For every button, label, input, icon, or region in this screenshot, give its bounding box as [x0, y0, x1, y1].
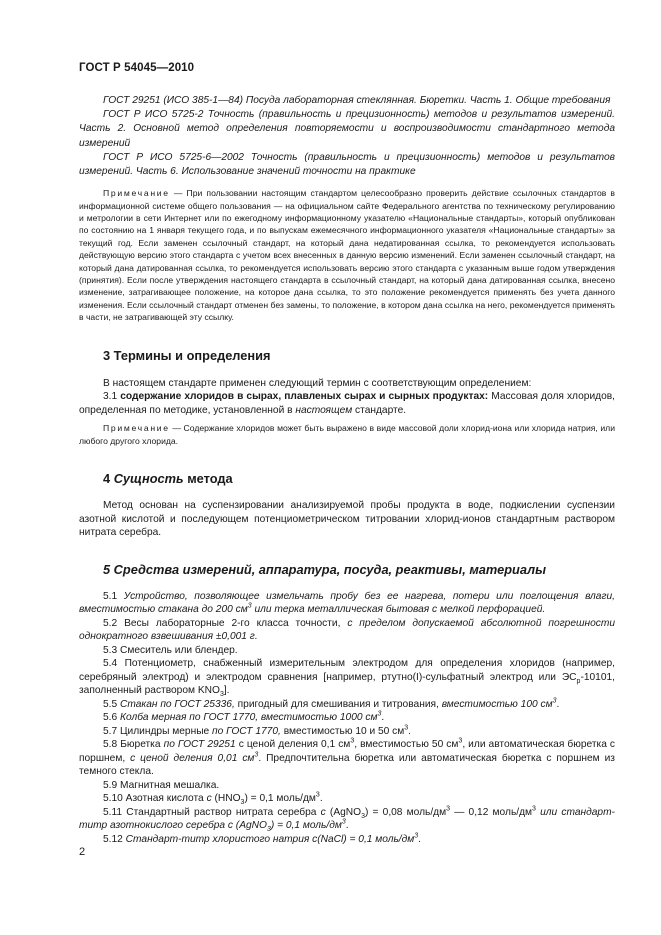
- section-4-text: Метод основан на суспензировании анализируемой пробы продукта в воде, подкислении суспензии азотной кислотой и последующем потенциометрическом титровании хлорид-ионов стандартным раствором нитрата серебра.: [79, 500, 615, 538]
- section-3-note: [79, 422, 615, 447]
- reference-gost-iso-5725-2: ГОСТ Р ИСО 5725-2 Точность (правильность и прецизионность) методов и результатов измерений. Часть 2. Основной метод определения повторяемости и воспроизводимости стандартного метода измерений: [79, 109, 615, 149]
- page-content: [79, 94, 615, 846]
- list-item-5-9: 5.9 Магнитная мешалка.: [103, 779, 220, 791]
- term-title: содержание хлоридов в сырах, плавленых сырах и сырных продуктах:: [120, 391, 489, 403]
- section-3-intro: В настоящем стандарте применен следующий термин с соответствующим определением:: [103, 377, 532, 389]
- list-item-5-1: 5.1 Устройство, позволяющее измельчать пробу без ее нагрева, потери или поглощения влаги, вместимостью стакана до 200 $см^3$ или терка металлическая бытовая с мелкой перфорацией.: [79, 590, 615, 615]
- note-label: Примечание: [103, 188, 170, 199]
- section-5-list: [79, 590, 615, 847]
- list-item-5-8: 5.8 Бюретка по ГОСТ 29251 с ценой деления 0,1 $см^3$, вместимостью 50 $см^3$, или автоматическая бюретка с поршнем, с ценой деления 0,01 $см^3$. Предпочтительна бюретка или автоматическая бюретка с поршнем из темного стекла.: [79, 737, 616, 777]
- term-definition: Массовая доля хлоридов, определенная по методике, установленной в: [79, 391, 615, 416]
- list-item-5-12: 5.12 Стандарт-титр хлористого натрия с(NaCl) = 0,1 моль/$дм^3$.: [103, 832, 422, 845]
- term-3-1: 3.1 содержание хлоридов в сырах, плавленых сырах и сырных продуктах: Массовая доля хлоридов, определенная по методике, установленной в настоящем стандарте.: [79, 391, 615, 416]
- list-item-5-3: 5.3 Смеситель или блендер.: [103, 644, 238, 656]
- list-item-5-11: 5.11 Стандартный раствор нитрата серебра с (AgNO$_3$) = 0,08 моль/$дм^3$ — 0,12 моль/$дм^3$ или стандарт-титр азотнокислого серебра с (AgNO$_3$) = 0,1 моль/$дм^3$.: [79, 805, 615, 834]
- page-number: 2: [79, 846, 86, 858]
- reference-gost-29251: ГОСТ 29251 (ИСО 385-1—84) Посуда лабораторная стеклянная. Бюретки. Часть 1. Общие требования: [103, 95, 611, 106]
- list-item-5-10: 5.10 Азотная кислота с $(HNO_3) = 0,1$ моль/$дм^3$.: [103, 791, 323, 807]
- section-3-heading: 3 Термины и определения: [103, 347, 271, 363]
- document-header: ГОСТ Р 54045—2010: [79, 62, 195, 74]
- list-item-5-6: 5.6 Колба мерная по ГОСТ 1770, вместимостью 1000 $см^3$.: [103, 710, 385, 723]
- list-item-5-2: 5.2 Весы лабораторные 2-го класса точности, с пределом допускаемой абсолютной погрешности однократного взвешивания ±0,001 г.: [79, 617, 615, 642]
- note-label: Примечание: [103, 423, 170, 434]
- references-note: [79, 187, 615, 323]
- section-4-heading: 4 Сущность метода: [103, 471, 233, 486]
- section-5-heading: 5 Средства измерений, аппаратура, посуда, реактивы, материалы: [103, 561, 547, 577]
- term-number: 3.1: [103, 391, 118, 403]
- note-text: — При пользовании настоящим стандартом целесообразно проверить действие ссылочных стандартов в информационной системе общего пользования — на официальном сайте Федерального агентства по техническому регулированию и метрологии в сети Интернет или по ежегодному информационному указателю «Национальные стандарты», который опубликован по состоянию на 1 января текущего года, и по выпускам ежемесячного информационного указателя «Национальные стандарты» за текущий год. Если заменен ссылочный стандарт, на который дана недатированная ссылка, то рекомендуется использовать действующую версию этого стандарта с учетом всех внесенных в данную версию изменений. Если заменен ссылочный стандарт, на который дана датированная ссылка, то рекомендуется использовать версию этого стандарта с указанным выше годом утверждения (принятия). Если после утверждения настоящего стандарта в ссылочный стандарт, на который дана датированная ссылка, внесено изменение, затрагивающее положение, на которое дана ссылка, то это положение рекомендуется применять без учета данного изменения. Если ссылочный стандарт отменен без замены, то положение, в котором дана ссылка на него, рекомендуется применять в части, не затрагивающей эту ссылку.: [79, 188, 615, 323]
- note-text: — Содержание хлоридов может быть выражено в виде массовой доли хлорид-иона или хлорида натрия, или любого другого хлорида.: [79, 423, 615, 446]
- list-item-5-4: 5.4 Потенциометр, снабженный измерительным электродом для определения хлоридов (например, серебряный электрод) и электродом сравнения [например, ртутно(I)-сульфатный электрод или $ЭС_р-10101$, заполненный раствором $KNO_3$].: [79, 658, 615, 699]
- reference-gost-iso-5725-6: ГОСТ Р ИСО 5725-6—2002 Точность (правильность и прецизионность) методов и результатов измерений. Часть 6. Использование значений точности на практике: [79, 151, 615, 178]
- list-item-5-5: 5.5 Стакан по ГОСТ 25336, пригодный для смешивания и титрования, вместимостью 100 $см^3$.: [103, 697, 560, 710]
- list-item-5-7: 5.7 Цилиндры мерные по ГОСТ 1770, вместимостью 10 и 50 $см^3$.: [103, 724, 412, 737]
